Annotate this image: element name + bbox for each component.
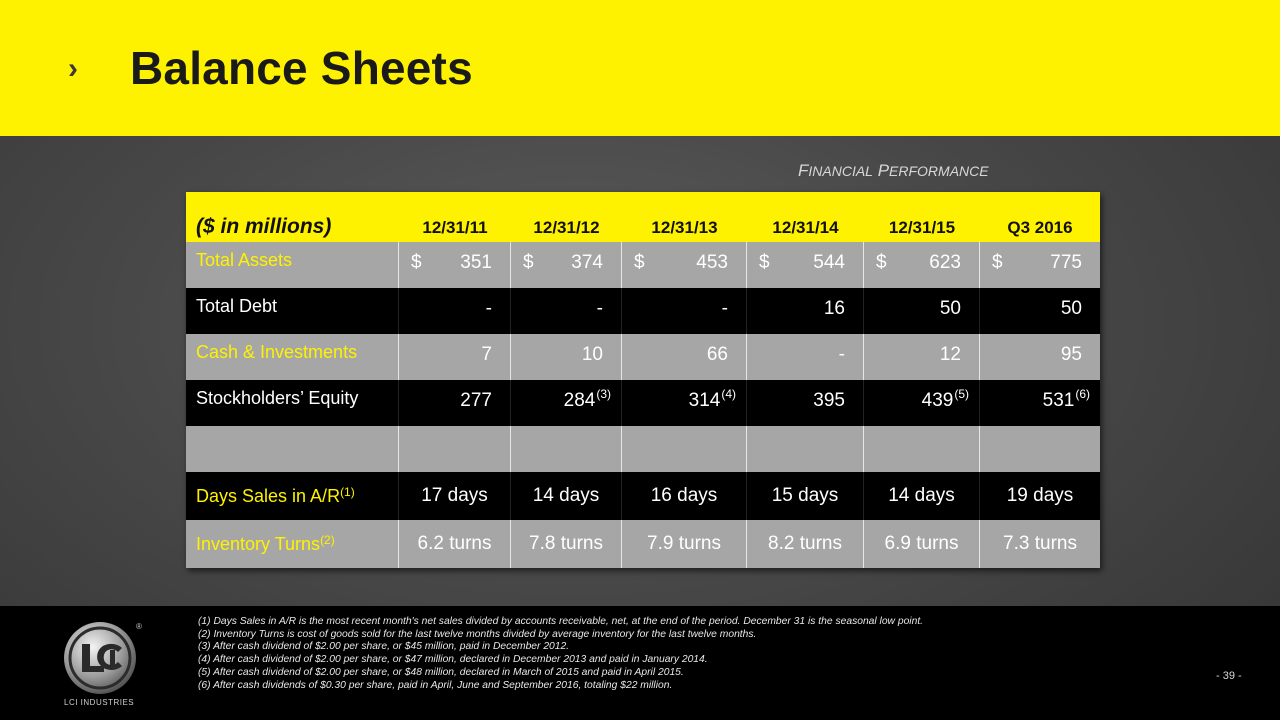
row-label: Inventory Turns $^{(2)}$ bbox=[186, 520, 399, 568]
value-cell: 7.3 turns bbox=[1003, 533, 1077, 554]
value-cell: - bbox=[622, 288, 747, 334]
table-header-row bbox=[186, 192, 1100, 242]
value-cell: 6.9 turns bbox=[864, 520, 980, 568]
table-row bbox=[186, 520, 1100, 568]
value-cell: 19 days bbox=[1006, 485, 1074, 506]
row-label: Cash & Investments bbox=[186, 334, 399, 380]
value-cell: 12 bbox=[864, 334, 980, 380]
value-cell: 15 days bbox=[747, 472, 864, 520]
footnote: (2) Inventory Turns is cost of goods sold for the last twelve months divided by average inventory for the last twelve months. bbox=[198, 628, 757, 640]
value-cell: 16 days bbox=[622, 472, 747, 520]
footnote: (6) After cash dividends of $0.30 per share, paid in April, June and September 2016, totaling $22 million. bbox=[198, 679, 673, 691]
lci-logo bbox=[60, 620, 144, 710]
value-cell: 14 days bbox=[511, 472, 622, 520]
balance-sheet-table bbox=[186, 192, 1100, 568]
logo-caption: LCI INDUSTRIES bbox=[64, 698, 135, 707]
table-row bbox=[186, 288, 1100, 334]
table-row bbox=[186, 242, 1100, 288]
value-cell: 531 $^{(6)}$ bbox=[1042, 387, 1090, 411]
value-cell: 50 bbox=[1060, 298, 1082, 319]
header-col: 12/31/13 bbox=[651, 218, 718, 237]
page-title: Balance Sheets bbox=[130, 42, 473, 94]
footnote-ref: (4) bbox=[721, 387, 736, 401]
footnotes bbox=[198, 616, 1198, 692]
footer bbox=[0, 606, 1280, 720]
section-label-word-1: INANCIAL bbox=[808, 163, 873, 179]
footnote-ref: (1) bbox=[340, 485, 355, 499]
value-cell: 395 bbox=[747, 380, 864, 426]
value-cell: $ 775 bbox=[992, 252, 1082, 273]
value-cell: 277 bbox=[399, 380, 511, 426]
value-cell: 14 days bbox=[864, 472, 980, 520]
footnote: (4) After cash dividend of $2.00 per share, or $47 million, declared in December 2013 and paid in January 2014. bbox=[198, 654, 708, 666]
section-label-initial-2: P bbox=[877, 161, 890, 180]
footnote-ref: (2) bbox=[320, 533, 335, 547]
section-label-word-2: ERFORMANCE bbox=[889, 163, 989, 179]
registered-mark: ® bbox=[136, 622, 142, 631]
header-units: ($ in millions) bbox=[196, 215, 332, 238]
value-cell: - bbox=[747, 334, 864, 380]
page-number: - 39 - bbox=[1216, 670, 1242, 682]
value-cell: $ 623 bbox=[864, 242, 980, 288]
value-cell: - bbox=[511, 288, 622, 334]
header-col: 12/31/11 bbox=[422, 218, 488, 237]
row-label: Days Sales in A/R $^{(1)}$ bbox=[186, 472, 399, 520]
footnote-ref: (6) bbox=[1075, 387, 1090, 401]
value-cell: $ 544 bbox=[747, 242, 864, 288]
table-row bbox=[186, 472, 1100, 520]
lci-logo-icon bbox=[60, 620, 144, 698]
value-cell: $ 453 bbox=[622, 242, 747, 288]
value-cell: $ 351 bbox=[399, 242, 511, 288]
footnote: (3) After cash dividend of $2.00 per share, or $45 million, paid in December 2012. bbox=[198, 641, 570, 653]
value-cell: 7.8 turns bbox=[511, 520, 622, 568]
header-col: 12/31/14 bbox=[772, 218, 839, 237]
row-label: Stockholders’ Equity bbox=[186, 380, 399, 426]
footnote-ref: (5) bbox=[954, 387, 969, 401]
value-cell: 284 $^{(3)}$ bbox=[511, 380, 622, 426]
footnote-ref: (3) bbox=[596, 387, 611, 401]
row-label: Total Assets bbox=[186, 242, 399, 288]
value-cell: - bbox=[399, 288, 511, 334]
chevron-right-icon: › bbox=[68, 52, 78, 85]
header-col: 12/31/15 bbox=[888, 218, 956, 237]
table-row bbox=[186, 334, 1100, 380]
value-cell: 7 bbox=[399, 334, 511, 380]
section-label bbox=[798, 160, 989, 182]
value-cell: $ 374 bbox=[511, 242, 622, 288]
value-cell: 16 bbox=[747, 288, 864, 334]
value-cell: 6.2 turns bbox=[399, 520, 511, 568]
value-cell: 7.9 turns bbox=[622, 520, 747, 568]
title-banner bbox=[0, 0, 1280, 136]
value-cell: 95 bbox=[1060, 344, 1082, 365]
row-label: Total Debt bbox=[186, 288, 399, 334]
section-label-initial-1: F bbox=[798, 161, 809, 180]
value-cell: 50 bbox=[864, 288, 980, 334]
table-row bbox=[186, 380, 1100, 426]
spacer-row bbox=[186, 426, 1100, 472]
header-col: Q3 2016 bbox=[1007, 218, 1073, 237]
header-col: 12/31/12 bbox=[533, 218, 600, 237]
value-cell: 10 bbox=[511, 334, 622, 380]
value-cell: 66 bbox=[622, 334, 747, 380]
value-cell: 17 days bbox=[399, 472, 511, 520]
value-cell: 8.2 turns bbox=[747, 520, 864, 568]
footnote: (5) After cash dividend of $2.00 per share, or $48 million, declared in March of 2015 and paid in April 2015. bbox=[198, 666, 684, 678]
footnote: (1) Days Sales in A/R is the most recent month's net sales divided by accounts receivable, net, at the end of the period. December 31 is the seasonal low point. bbox=[198, 616, 924, 627]
value-cell: 439 $^{(5)}$ bbox=[864, 380, 980, 426]
value-cell: 314 $^{(4)}$ bbox=[622, 380, 747, 426]
